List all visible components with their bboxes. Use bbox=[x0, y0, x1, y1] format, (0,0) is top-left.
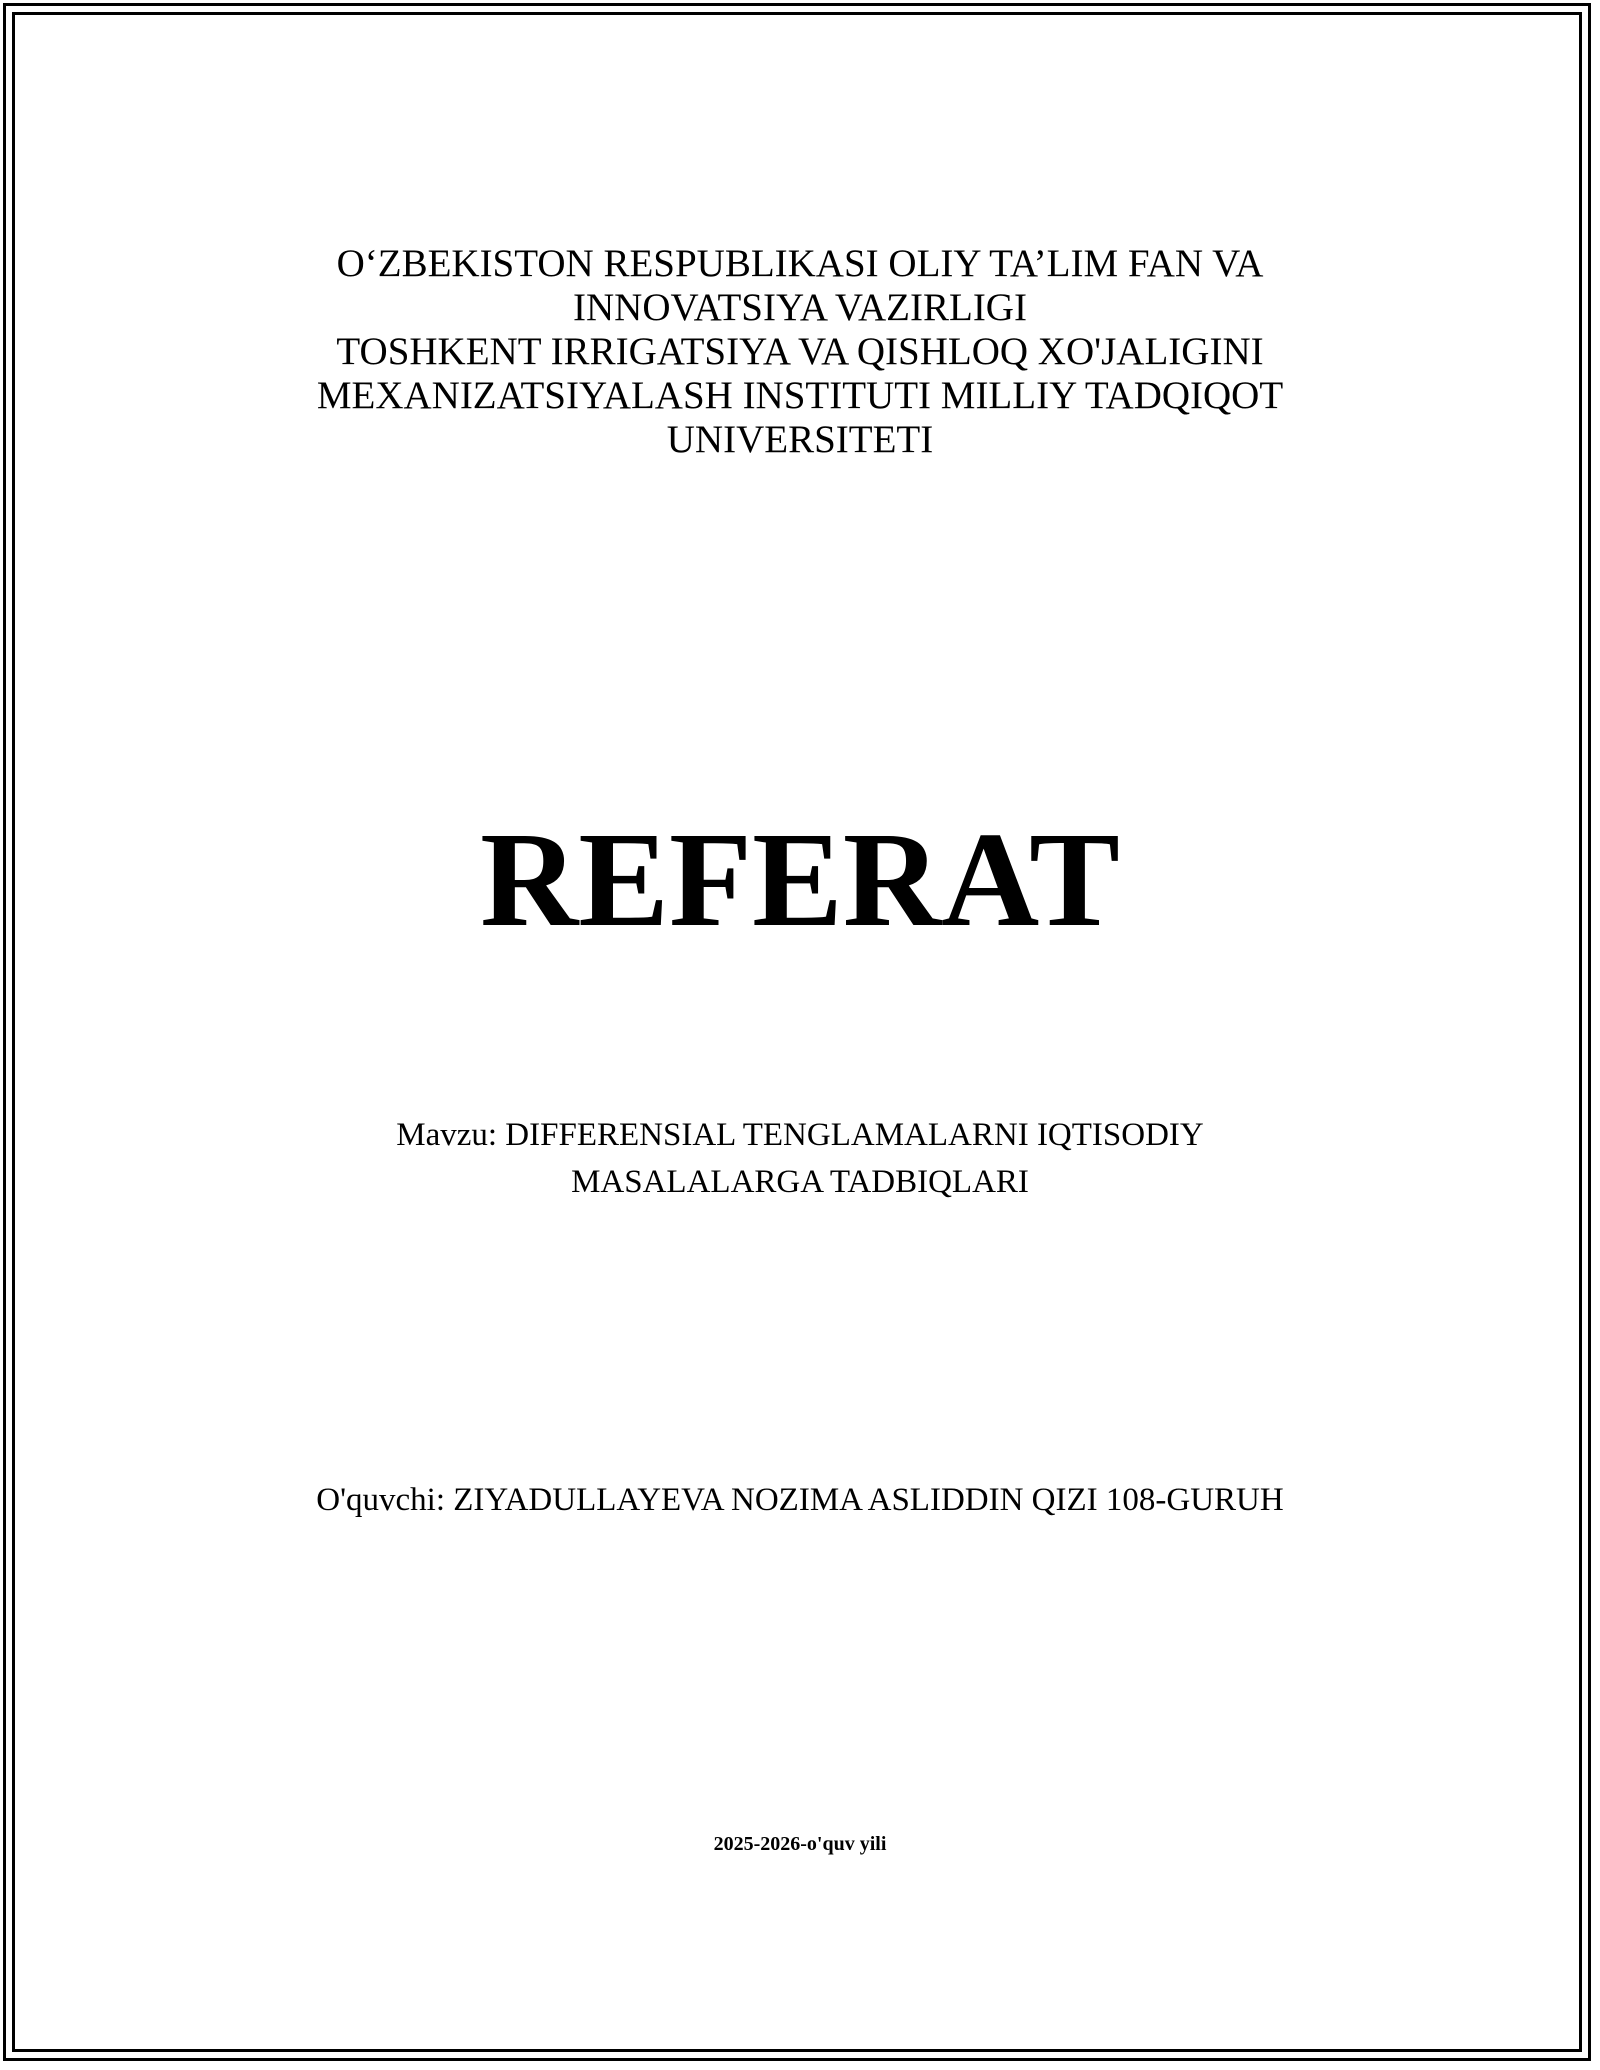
institution-header bbox=[0, 242, 1600, 462]
topic-block bbox=[0, 1112, 1600, 1206]
document-title: REFERAT bbox=[480, 805, 1120, 955]
topic-line: Mavzu: DIFFERENSIAL TENGLAMALARNI IQTISODIY bbox=[396, 1117, 1204, 1153]
academic-year: 2025-2026-o'quv yili bbox=[713, 1833, 887, 1855]
student-info: O'quvchi: ZIYADULLAYEVA NOZIMA ASLIDDIN QIZI 108-GURUH bbox=[316, 1482, 1284, 1518]
header-line: UNIVERSITETI bbox=[666, 418, 934, 461]
header-line: O‘ZBEKISTON RESPUBLIKASI OLIY TA’LIM FAN VA bbox=[336, 242, 1264, 285]
topic-line: MASALALARGA TADBIQLARI bbox=[571, 1164, 1029, 1200]
header-line: INNOVATSIYA VAZIRLIGI bbox=[573, 286, 1027, 329]
header-line: TOSHKENT IRRIGATSIYA VA QISHLOQ XO'JALIGINI bbox=[336, 330, 1264, 373]
header-line: MEXANIZATSIYALASH INSTITUTI MILLIY TADQIQOT bbox=[316, 374, 1284, 417]
